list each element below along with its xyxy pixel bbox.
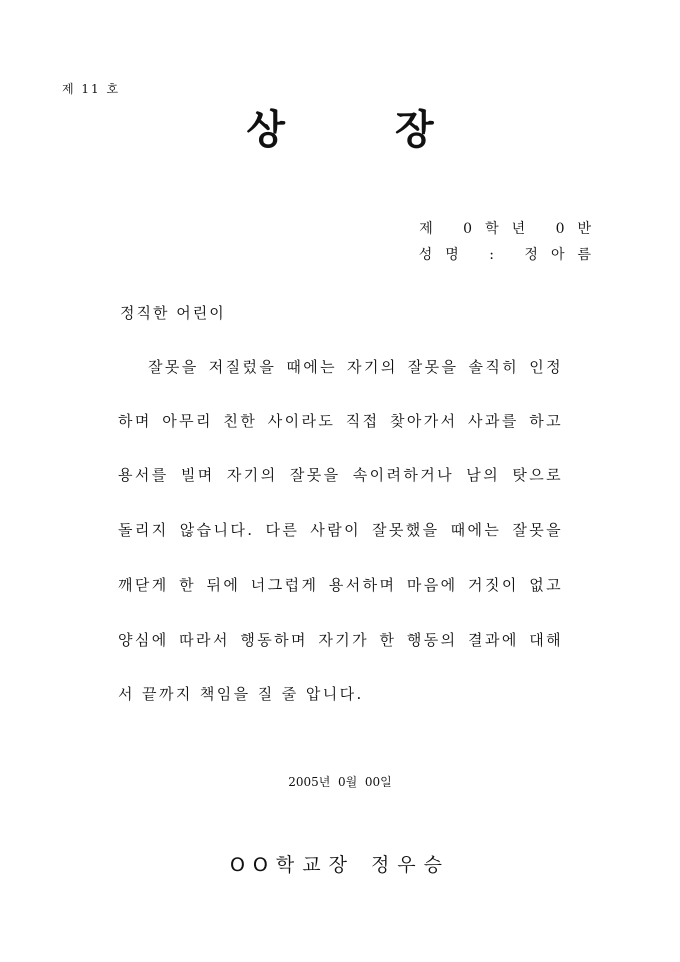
- citation-line: 용서를 빌며 자기의 잘못을 속이려하거나 남의 탓으로: [118, 466, 563, 484]
- issuer-name: 정우승: [370, 854, 451, 876]
- certificate-number: 제 11 호: [62, 82, 121, 96]
- issue-date: 2005년 0월 00일: [288, 775, 392, 789]
- recipient-name: 성명 : 정아름: [418, 247, 604, 263]
- citation-line: 양심에 따라서 행동하며 자기가 한 행동의 결과에 대해: [118, 631, 563, 649]
- recipient-class: 제 0학년 0반: [419, 221, 604, 237]
- certificate-title-right: 장: [395, 106, 434, 153]
- certificate-title: [0, 98, 680, 155]
- citation-line: 잘못을 저질렀을 때에는 자기의 잘못을 솔직히 인정: [148, 358, 563, 376]
- citation-line: 하며 아무리 친한 사이라도 직접 찾아가서 사과를 하고: [118, 412, 563, 430]
- issuer-school: OO학교장: [229, 854, 355, 876]
- citation-line: 돌리지 않습니다. 다른 사람이 잘못했을 때에는 잘못을: [118, 521, 563, 539]
- issuer: [0, 850, 680, 877]
- certificate-title-left: 상: [246, 106, 285, 153]
- citation-line: 깨닫게 한 뒤에 너그럽게 용서하며 마음에 거짓이 없고: [118, 576, 563, 594]
- citation-line: 서 끝까지 책임을 질 줄 압니다.: [118, 685, 364, 703]
- award-category: 정직한 어린이: [120, 304, 226, 322]
